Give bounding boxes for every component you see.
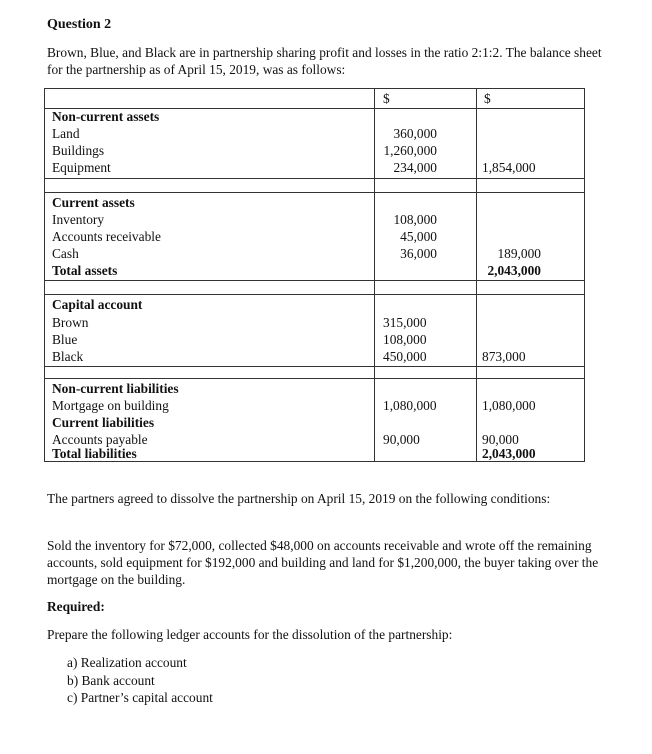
row-total: 873,000: [482, 349, 526, 364]
total-liabilities-value: 2,043,000: [482, 446, 536, 461]
total-liabilities-label: Total liabilities: [52, 446, 137, 461]
total-assets-label: Total assets: [52, 263, 118, 278]
row-rule: [44, 192, 585, 193]
required-prompt: Prepare the following ledger accounts for the dissolution of the partnership:: [47, 627, 453, 642]
row-label: Brown: [52, 315, 89, 330]
row-label: Mortgage on building: [52, 398, 169, 413]
row-rule: [44, 280, 585, 281]
section-heading: Current assets: [52, 195, 135, 210]
row-amount: 315,000: [383, 315, 427, 330]
row-label: Inventory: [52, 212, 105, 227]
row-amount: 45,000: [400, 229, 437, 244]
row-label: Equipment: [52, 160, 111, 175]
row-amount: 1,080,000: [383, 398, 437, 413]
currency-header-total: $: [484, 91, 491, 106]
row-total: 1,854,000: [482, 160, 536, 175]
row-rule: [44, 378, 585, 379]
required-heading: Required:: [47, 599, 105, 614]
balance-sheet-table: [44, 88, 585, 462]
list-item: b) Bank account: [67, 673, 155, 688]
row-label: Black: [52, 349, 84, 364]
row-rule: [44, 366, 585, 367]
row-label: Cash: [52, 246, 79, 261]
section-heading: Capital account: [52, 297, 143, 312]
row-label: Accounts payable: [52, 432, 148, 447]
question-intro: Brown, Blue, and Black are in partnership sharing profit and losses in the ratio 2:1:2. The balance sheet for the partnership as of April 15, 2019, was as follows:: [47, 45, 602, 77]
conditions-details: Sold the inventory for $72,000, collected $48,000 on accounts receivable and wrote off the remaining accounts, sold equipment for $192,000 and building and land for $1,200,000, the buyer taking over the mortgage on the building.: [47, 538, 599, 587]
row-total: 90,000: [482, 432, 519, 447]
row-label: Accounts receivable: [52, 229, 161, 244]
section-heading: Current liabilities: [52, 415, 155, 430]
section-heading: Non-current liabilities: [52, 381, 179, 396]
question-title: Question 2: [47, 17, 112, 32]
row-label: Land: [52, 126, 80, 141]
row-amount: 360,000: [393, 126, 437, 141]
row-amount: 36,000: [400, 246, 437, 261]
section-heading: Non-current assets: [52, 109, 160, 124]
row-label: Blue: [52, 332, 78, 347]
currency-header-amount: $: [383, 91, 390, 106]
row-amount: 234,000: [393, 160, 437, 175]
list-item: a) Realization account: [67, 655, 187, 670]
row-total: 1,080,000: [482, 398, 536, 413]
column-divider: [476, 88, 477, 462]
row-amount: 108,000: [393, 212, 437, 227]
row-amount: 450,000: [383, 349, 427, 364]
row-amount: 90,000: [383, 432, 420, 447]
row-amount: 1,260,000: [383, 143, 437, 158]
row-amount: 108,000: [383, 332, 427, 347]
row-rule: [44, 294, 585, 295]
total-assets-value: 2,043,000: [487, 263, 541, 278]
row-rule: [44, 178, 585, 179]
row-total: 189,000: [497, 246, 541, 261]
conditions-intro: The partners agreed to dissolve the partnership on April 15, 2019 on the following conditions:: [47, 491, 551, 506]
column-divider: [374, 88, 375, 462]
list-item: c) Partner’s capital account: [67, 690, 213, 705]
row-label: Buildings: [52, 143, 105, 158]
